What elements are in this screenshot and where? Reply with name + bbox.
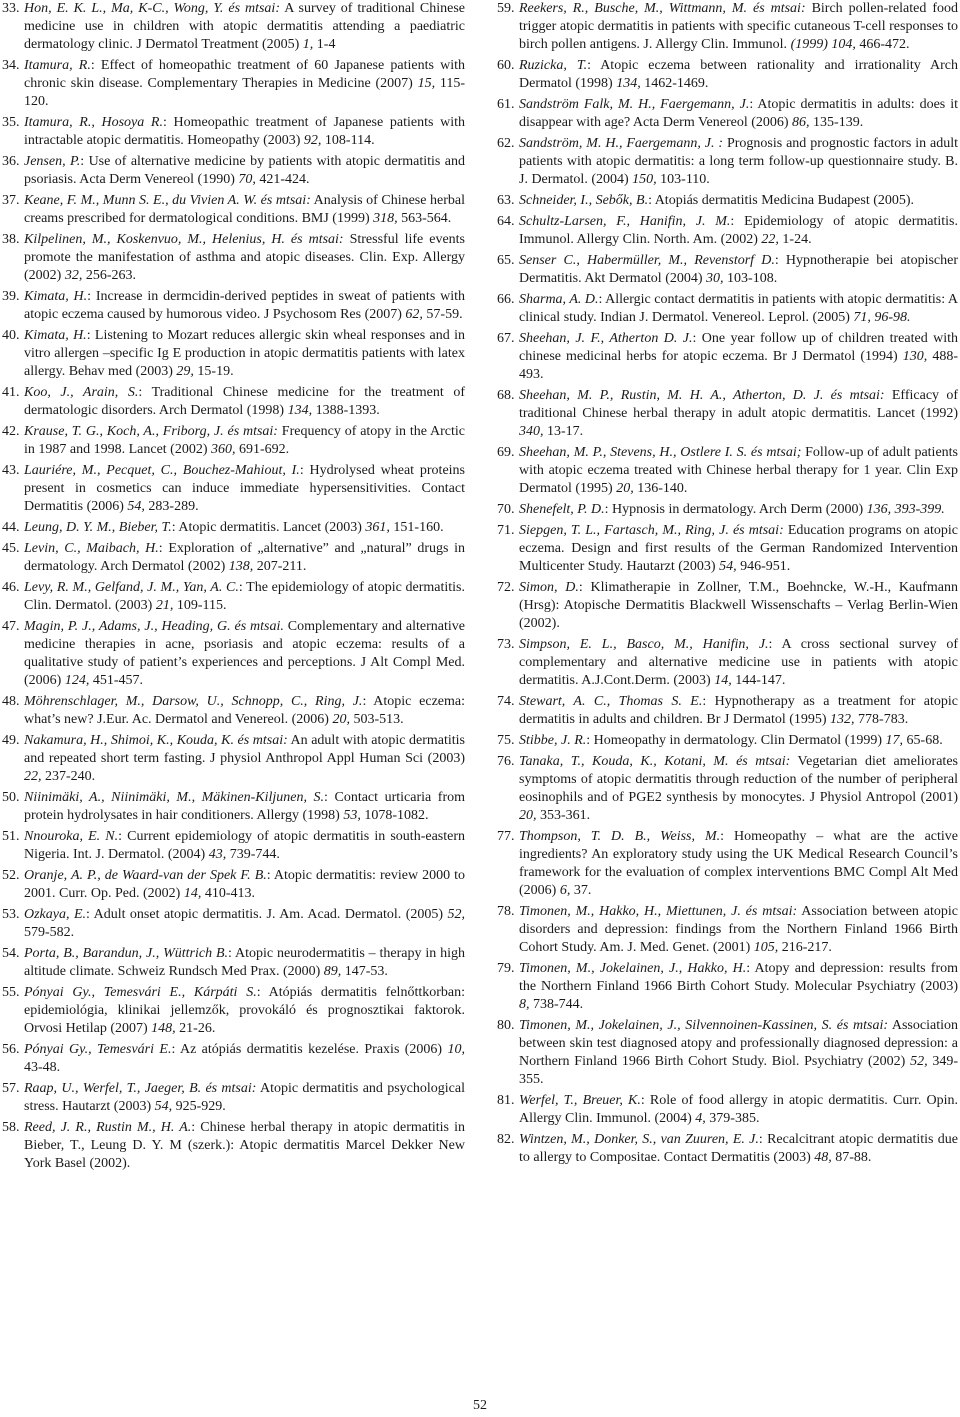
reference-title: Stressful life events promote the manifestation of asthma and atopic diseases. Clin. Exp. Allergy (2002) <box>24 232 466 283</box>
reference-item <box>497 330 958 384</box>
reference-title: : Az atópiás dermatitis kezelése. Praxis (2006) <box>171 1042 448 1057</box>
reference-volume: 1, <box>302 37 314 52</box>
reference-title: : A cross sectional survey of complementary and alternative medicine use in patients with atopic dermatitis. A.J.Cont.Derm. (2003) <box>519 637 959 688</box>
reference-volume: 32, <box>64 268 83 283</box>
reference-title: : One year follow up of children treated with chinese medicinal herbs for atopic eczema. Br J Dermatol (1994) <box>519 331 959 364</box>
reference-pages: 353-361. <box>536 808 591 823</box>
reference-authors: Stibbe, J. R. <box>519 733 587 748</box>
reference-item <box>497 1092 958 1128</box>
reference-item <box>2 867 465 903</box>
reference-pages: 1462-1469. <box>640 76 709 91</box>
reference-volume: 17, <box>885 733 904 748</box>
reference-authors: Hon, E. K. L., Ma, K-C., Wong, Y. és mtsai: <box>24 1 280 16</box>
reference-title: Education programs on atopic eczema. Design and first results of the German Randomized Intervention Multicenter Study. Hautarzt (2003) <box>519 523 958 574</box>
reference-volume: 53, <box>343 808 361 823</box>
reference-number: 54. <box>2 946 20 961</box>
reference-authors: Reekers, R., Busche, M., Wittmann, M. és mtsai: <box>519 1 806 16</box>
reference-volume: 52, <box>910 1054 928 1069</box>
reference-item <box>2 462 465 516</box>
reference-title: : Atopiás dermatitis Medicina Budapest (2005). <box>648 193 915 208</box>
page-number: 52 <box>473 1398 487 1413</box>
left-column <box>2 0 465 1176</box>
reference-number: 71. <box>497 523 515 538</box>
reference-pages: 421-424. <box>255 172 310 187</box>
reference-title: : Recalcitrant atopic dermatitis due to allergy to Compositae. Contact Dermatitis (2003) <box>519 1132 958 1165</box>
reference-number: 43. <box>2 463 20 478</box>
reference-list-right <box>497 0 958 1167</box>
reference-item <box>497 903 958 957</box>
reference-number: 76. <box>497 754 515 769</box>
reference-volume: 361, <box>365 520 390 535</box>
reference-number: 74. <box>497 694 515 709</box>
reference-authors: Levin, C., Maibach, H. <box>24 541 159 556</box>
reference-authors: Sharma, A. D. <box>519 292 599 307</box>
reference-list-left <box>2 0 465 1173</box>
reference-number: 45. <box>2 541 20 556</box>
reference-pages: 237-240. <box>41 769 96 784</box>
reference-authors: Ruzicka, T. <box>519 58 588 73</box>
reference-authors: Sheehan, M. P., Stevens, H., Ostlere I. S. és mtsai; <box>519 445 802 460</box>
reference-volume: 43, <box>208 847 227 862</box>
reference-authors: Sheehan, J. F., Atherton D. J. <box>519 331 693 346</box>
reference-item <box>2 693 465 729</box>
reference-authors: Schultz-Larsen, F., Hanifin, J. M. <box>519 214 731 229</box>
reference-number: 55. <box>2 985 20 1000</box>
reference-volume: 20, <box>519 808 537 823</box>
reference-number: 39. <box>2 289 20 304</box>
reference-authors: Kimata, H. <box>24 289 88 304</box>
reference-authors: Nnouroka, E. N. <box>24 829 119 844</box>
reference-pages: 147-53. <box>341 964 388 979</box>
reference-pages: 691-692. <box>235 442 290 457</box>
reference-pages: 15-19. <box>193 364 234 379</box>
reference-item <box>497 252 958 288</box>
reference-pages: 144-147. <box>731 673 786 688</box>
reference-volume: 54, <box>127 499 145 514</box>
reference-number: 40. <box>2 328 20 343</box>
reference-pages: 65-68. <box>903 733 943 748</box>
reference-authors: Lauriére, M., Pecquet, C., Bouchez-Mahiout, I. <box>24 463 300 478</box>
reference-title: : Atopic neurodermatitis – therapy in high altitude climate. Schweiz Rundsch Med Prax. (2000) <box>24 946 465 979</box>
reference-pages: 410-413. <box>201 886 255 901</box>
reference-pages: 466-472. <box>855 37 910 52</box>
reference-title: : Epidemiology of atopic dermatitis. Immunol. Allergy Clin. North. Am. (2002) <box>519 214 958 247</box>
reference-volume: 21, <box>155 598 174 613</box>
reference-number: 41. <box>2 385 20 400</box>
reference-authors: Leung, D. Y. M., Bieber, T. <box>24 520 172 535</box>
reference-authors: Sheehan, M. P., Rustin, M. H. A., Atherton, D. J. és mtsai: <box>519 388 885 403</box>
reference-item <box>2 423 465 459</box>
reference-authors: Shenefelt, P. D. <box>519 502 605 517</box>
reference-number: 81. <box>497 1093 515 1108</box>
reference-volume: 10, <box>447 1042 465 1057</box>
reference-authors: Levy, R. M., Gelfand, J. M., Yan, A. C. <box>24 580 239 595</box>
reference-item <box>497 213 958 249</box>
reference-pages: 379-385. <box>705 1111 760 1126</box>
reference-authors: Timonen, M., Jokelainen, J., Silvennoinen-Kassinen, S. és mtsai: <box>519 1018 889 1033</box>
reference-title: : Atopic eczema: what’s new? J.Eur. Ac. Dermatol and Venereol. (2006) <box>24 694 465 727</box>
reference-title: Complementary and alternative medicine therapies in acne, psoriasis and atopic eczema: results of a qualitative study of patient’s experiences and perceptions. J Alt Compl Med. (2006) <box>24 619 465 688</box>
reference-pages: 109-115. <box>173 598 227 613</box>
reference-volume: 138, <box>228 559 254 574</box>
reference-number: 47. <box>2 619 20 634</box>
reference-item <box>2 579 465 615</box>
reference-number: 65. <box>497 253 515 268</box>
reference-pages: 283-289. <box>144 499 199 514</box>
reference-item <box>2 984 465 1038</box>
reference-title: : Increase in dermcidin-derived peptides in sweat of patients with atopic eczema caused by humorous video. J Psychosom Res (2007) <box>24 289 465 322</box>
reference-title: A survey of traditional Chinese medicine use in children with atopic dermatitis attending a paediatric dermatology clinic. J Dermatol Treatment (2005) <box>24 1 466 52</box>
reference-authors: Itamura, R., Hosoya R. <box>24 115 163 130</box>
reference-number: 69. <box>497 445 515 460</box>
reference-item <box>2 789 465 825</box>
reference-title: : Homeopathy – what are the active ingredients? An exploratory study using the UK Medical Research Council’s framework for the evaluation of complex interventions BMC Compl Alt Med (2006) <box>519 829 958 898</box>
reference-item <box>497 57 958 93</box>
reference-authors: Magin, P. J., Adams, J., Heading, G. és mtsai. <box>24 619 284 634</box>
reference-volume: 148, <box>151 1021 176 1036</box>
reference-volume: 86, <box>792 115 810 130</box>
reference-number: 37. <box>2 193 20 208</box>
reference-pages: 256-263. <box>82 268 136 283</box>
reference-item <box>2 618 465 690</box>
reference-authors: Senser C., Habermüller, M., Revenstorf D. <box>519 253 775 268</box>
reference-item <box>497 387 958 441</box>
reference-pages: 108-114. <box>321 133 375 148</box>
reference-volume: 15, <box>417 76 436 91</box>
reference-volume: 130, <box>902 349 928 364</box>
reference-title: : Atopic dermatitis in adults: does it disappear with age? Acta Derm Venereol (2006) <box>519 97 958 130</box>
reference-number: 53. <box>2 907 20 922</box>
reference-item <box>2 945 465 981</box>
reference-item <box>2 1119 465 1173</box>
reference-pages: 207-211. <box>253 559 307 574</box>
reference-authors: Nakamura, H., Shimoi, K., Kouda, K. és mtsai: <box>24 733 288 748</box>
reference-number: 66. <box>497 292 515 307</box>
reference-title: : Hypnotherapie bei atopischer Dermatitis. Akt Dermatol (2004) <box>519 253 958 286</box>
reference-authors: Tanaka, T., Kouda, K., Kotani, M. és mtsai: <box>519 754 791 769</box>
reference-item <box>497 1131 958 1167</box>
reference-authors: Thompson, T. D. B., Weiss, M. <box>519 829 721 844</box>
reference-title: : Homeopathic treatment of Japanese patients with intractable atopic dermatitis. Homeopathy (2003) <box>24 115 465 148</box>
reference-number: 62. <box>497 136 515 151</box>
reference-authors: Ozkaya, E. <box>24 907 86 922</box>
reference-pages: 57-59. <box>422 307 463 322</box>
reference-volume: 6, <box>559 883 571 898</box>
reference-pages: 349-355. <box>519 1054 958 1087</box>
reference-item <box>497 501 958 519</box>
reference-pages: 739-744. <box>226 847 280 862</box>
reference-number: 73. <box>497 637 515 652</box>
reference-item <box>2 732 465 786</box>
reference-volume: 132, <box>830 712 855 727</box>
reference-number: 57. <box>2 1081 20 1096</box>
reference-authors: Niinimäki, A., Niinimäki, M., Mäkinen-Kiljunen, S. <box>24 790 325 805</box>
reference-volume: 20, <box>616 481 634 496</box>
reference-item <box>2 519 465 537</box>
reference-title: : Adult onset atopic dermatitis. J. Am. Acad. Dermatol. (2005) <box>86 907 448 922</box>
reference-volume: 89, <box>323 964 342 979</box>
reference-number: 51. <box>2 829 20 844</box>
reference-title: : Hydrolysed wheat proteins present in cosmetics can induce immediate hypersensitivities. Contact Dermatitis (2006) <box>24 463 465 514</box>
reference-pages: 1388-1393. <box>312 403 380 418</box>
reference-authors: Timonen, M., Jokelainen, J., Hakko, H. <box>519 961 747 976</box>
reference-item <box>2 192 465 228</box>
reference-volume: 62, <box>405 307 423 322</box>
reference-pages: 1-4 <box>313 37 336 52</box>
reference-pages: 563-564. <box>397 211 452 226</box>
reference-number: 64. <box>497 214 515 229</box>
reference-volume: 134, <box>287 403 313 418</box>
reference-title: : Hypnosis in dermatology. Arch Derm (2000) <box>604 502 867 517</box>
reference-authors: Möhrenschlager, M., Darsow, U., Schnopp, C., Ring, J. <box>24 694 363 709</box>
reference-title: Association between skin test diagnosed atopy and professionally diagnosed depression: a Northern Finland 1966 Birth Cohort Study. Biol. Psychiatry (2002) <box>519 1018 958 1069</box>
reference-title: Atopic dermatitis and psychological stress. Hautarzt (2003) <box>24 1081 465 1114</box>
reference-pages: 103-110. <box>656 172 710 187</box>
reference-number: 75. <box>497 733 515 748</box>
reference-volume: (1999) 104, <box>790 37 856 52</box>
reference-pages: 135-139. <box>809 115 864 130</box>
reference-item <box>2 384 465 420</box>
reference-item <box>497 753 958 825</box>
reference-number: 42. <box>2 424 20 439</box>
reference-volume: 105, <box>753 940 779 955</box>
reference-item <box>2 114 465 150</box>
reference-number: 82. <box>497 1132 515 1147</box>
reference-item <box>497 732 958 750</box>
reference-item <box>2 288 465 324</box>
reference-pages: 136-140. <box>633 481 688 496</box>
reference-pages: 21-26. <box>175 1021 216 1036</box>
reference-number: 80. <box>497 1018 515 1033</box>
reference-title: : Effect of homeopathic treatment of 60 Japanese patients with chronic skin disease. Complementary Therapies in Medicine (2007) <box>24 58 465 91</box>
reference-volume: 340, <box>519 424 544 439</box>
reference-item <box>2 906 465 942</box>
reference-item <box>497 693 958 729</box>
reference-title: : Listening to Mozart reduces allergic skin wheal responses and in vitro allergen –specific Ig E production in atopic dermatitis patients with latex allergy. Behav med (2003) <box>24 328 465 379</box>
reference-title: : Atopic eczema between rationality and irrationality Arch Dermatol (1998) <box>519 58 958 91</box>
reference-number: 52. <box>2 868 20 883</box>
reference-item <box>497 444 958 498</box>
reference-number: 34. <box>2 58 20 73</box>
reference-volume: 134, <box>616 76 641 91</box>
reference-title: : Traditional Chinese medicine for the treatment of dermatologic disorders. Arch Dermatol (1998) <box>24 385 465 418</box>
reference-authors: Pónyai Gy., Temesvári E. <box>24 1042 172 1057</box>
reference-number: 67. <box>497 331 515 346</box>
reference-title: Frequency of atopy in the Arctic in 1987 and 1998. Lancet (2002) <box>24 424 465 457</box>
reference-number: 33. <box>2 1 20 16</box>
reference-number: 46. <box>2 580 20 595</box>
reference-volume: 318, <box>373 211 398 226</box>
reference-title: Analysis of Chinese herbal creams prescribed for dermatological conditions. BMJ (1999) <box>24 193 465 226</box>
reference-pages: 1-24. <box>778 232 812 247</box>
reference-item <box>497 636 958 690</box>
reference-authors: Kilpelinen, M., Koskenvuo, M., Helenius, H. és mtsai: <box>24 232 344 247</box>
reference-pages: 43-48. <box>24 1060 61 1075</box>
reference-volume: 54, <box>719 559 737 574</box>
reference-volume: 52, <box>447 907 465 922</box>
reference-number: 59. <box>497 1 515 16</box>
reference-title: Birch pollen-related food trigger atopic dermatitis in patients with specific cutaneous T-cell responses to birch pollen antigens. J. Allergy Clin. Immunol. <box>519 1 958 52</box>
reference-title: : The epidemiology of atopic dermatitis. Clin. Dermatol. (2003) <box>24 580 465 613</box>
reference-volume: 54, <box>154 1099 173 1114</box>
reference-authors: Reed, J. R., Rustin M., H. A. <box>24 1120 192 1135</box>
reference-authors: Krause, T. G., Koch, A., Friborg, J. és mtsai: <box>24 424 278 439</box>
reference-pages: 151-160. <box>389 520 444 535</box>
reference-title: : Atopic dermatitis: review 2000 to 2001. Curr. Op. Ped. (2002) <box>24 868 466 901</box>
reference-authors: Itamura, R. <box>24 58 91 73</box>
reference-title: Association between atopic disorders and depression: findings from the Northern Finland 1966 Birth Cohort Study. Am. J. Med. Genet. (2001) <box>519 904 958 955</box>
reference-pages: 1078-1082. <box>360 808 429 823</box>
reference-authors: Porta, B., Barandun, J., Wüttrich B. <box>24 946 228 961</box>
reference-volume: 4, <box>695 1111 706 1126</box>
reference-pages: 579-582. <box>24 925 75 940</box>
reference-pages: 488-493. <box>519 349 958 382</box>
reference-title: : Use of alternative medicine by patients with atopic dermatitis and psoriasis. Acta Derm Venereol (1990) <box>24 154 465 187</box>
reference-item <box>497 828 958 900</box>
reference-authors: Timonen, M., Hakko, H., Miettunen, J. és mtsai: <box>519 904 798 919</box>
reference-authors: Kimata, H. <box>24 328 87 343</box>
reference-volume: 136, 393-399. <box>866 502 945 517</box>
reference-authors: Stewart, A. C., Thomas S. E. <box>519 694 703 709</box>
reference-pages: 451-457. <box>89 673 143 688</box>
reference-title: : Exploration of „alternative” and „natural” drugs in dermatology. Arch Dermatol (2002) <box>24 541 465 574</box>
reference-title: : Current epidemiology of atopic dermatitis in south-eastern Nigeria. Int. J. Dermatol. (2004) <box>24 829 466 862</box>
reference-authors: Wintzen, M., Donker, S., van Zuuren, E. J. <box>519 1132 759 1147</box>
reference-authors: Oranje, A. P., de Waard-van der Spek F. B. <box>24 868 267 883</box>
reference-authors: Jensen, P. <box>24 154 81 169</box>
reference-number: 50. <box>2 790 20 805</box>
reference-volume: 30, <box>706 271 724 286</box>
reference-pages: 37. <box>570 883 592 898</box>
reference-authors: Werfel, T., Breuer, K. <box>519 1093 641 1108</box>
reference-pages: 13-17. <box>543 424 584 439</box>
reference-item <box>2 828 465 864</box>
reference-pages: 925-929. <box>172 1099 226 1114</box>
reference-item <box>2 0 465 54</box>
reference-title: : Allergic contact dermatitis in patients with atopic dermatitis: A clinical study. Indian J. Dermatol. Venereol. Leprol. (2005) <box>519 292 959 325</box>
reference-title: : Atópiás dermatitis felnőttkorban: epidemiológia, klinikai jellemzők, provokáló és prognosztikai faktorok. Orvosi Hetilap (2007) <box>24 985 465 1036</box>
reference-number: 48. <box>2 694 20 709</box>
reference-volume: 22, <box>24 769 42 784</box>
reference-title: : Contact urticaria from protein hydrolysates in hair conditioners. Allergy (1998) <box>24 790 465 823</box>
reference-pages: 946-951. <box>736 559 791 574</box>
reference-authors: Sandström Falk, M. H., Faergemann, J. <box>519 97 750 112</box>
reference-title: : Homeopathy in dermatology. Clin Dermatol (1999) <box>586 733 886 748</box>
reference-item <box>497 960 958 1014</box>
reference-number: 77. <box>497 829 515 844</box>
reference-title: : Klimatherapie in Zollner, T.M., Boehncke, W.-H., Kaufmann (Hrsg): Atopische Dermatitis Blackwell Wissenschafts – Verlag Berlin-Wien (2002). <box>519 580 958 631</box>
reference-number: 56. <box>2 1042 20 1057</box>
reference-authors: Sandström, M. H., Faergemann, J. : <box>519 136 724 151</box>
reference-title: : Atopy and depression: results from the Northern Finland 1966 Birth Cohort Study. Molecular Psychiatry (2003) <box>519 961 958 994</box>
reference-title: : Chinese herbal therapy in atopic dermatitis in Bieber, T., Leung D. Y. M (szerk.): Atopic dermatitis Marcel Dekker New York Basel (2002). <box>24 1120 465 1171</box>
reference-item <box>2 1080 465 1116</box>
reference-number: 70. <box>497 502 515 517</box>
reference-pages: 115-120. <box>24 76 466 109</box>
reference-volume: 71, 96-98. <box>853 310 911 325</box>
reference-pages: 503-513. <box>349 712 404 727</box>
reference-volume: 92, <box>303 133 322 148</box>
reference-item <box>497 1017 958 1089</box>
reference-authors: Simon, D. <box>519 580 579 595</box>
reference-pages: 778-783. <box>854 712 909 727</box>
reference-number: 63. <box>497 193 515 208</box>
reference-item <box>2 57 465 111</box>
reference-item <box>2 327 465 381</box>
reference-pages: 87-88. <box>831 1150 872 1165</box>
right-column <box>497 0 958 1170</box>
reference-number: 44. <box>2 520 20 535</box>
reference-volume: 8, <box>519 997 530 1012</box>
reference-volume: 29, <box>176 364 194 379</box>
reference-title: Follow-up of adult patients with atopic eczema treated with Chinese herbal therapy for 1 year. Clin Exp Dermatol (1995) <box>519 445 958 496</box>
reference-title: Efficacy of traditional Chinese herbal therapy in adult atopic dermatitis. Lancet (1992) <box>519 388 958 421</box>
reference-volume: 150, <box>632 172 657 187</box>
reference-authors: Keane, F. M., Munn S. E., du Vivien A. W. és mtsai: <box>24 193 311 208</box>
reference-item <box>497 522 958 576</box>
reference-pages: 738-744. <box>529 997 584 1012</box>
reference-volume: 48, <box>814 1150 832 1165</box>
reference-volume: 360, <box>211 442 236 457</box>
reference-authors: Simpson, E. L., Basco, M., Hanifin, J. <box>519 637 769 652</box>
reference-title: : Role of food allergy in atopic dermatitis. Curr. Opin. Allergy Clin. Immunol. (2004) <box>519 1093 959 1126</box>
reference-number: 38. <box>2 232 20 247</box>
reference-title: : Hypnotherapy as a treatment for atopic dermatitis in adults and children. Br J Dermatol (1995) <box>519 694 959 727</box>
reference-title: An adult with atopic dermatitis and repeated short term fasting. J physiol Anthropol Appl Human Sci (2003) <box>24 733 465 766</box>
reference-number: 58. <box>2 1120 20 1135</box>
reference-item <box>497 291 958 327</box>
reference-item <box>2 540 465 576</box>
reference-number: 78. <box>497 904 515 919</box>
reference-volume: 22, <box>761 232 779 247</box>
reference-item <box>497 579 958 633</box>
reference-number: 35. <box>2 115 20 130</box>
reference-number: 72. <box>497 580 515 595</box>
reference-item <box>2 1041 465 1077</box>
reference-volume: 14, <box>183 886 202 901</box>
reference-pages: 103-108. <box>723 271 778 286</box>
reference-number: 61. <box>497 97 515 112</box>
reference-item <box>2 231 465 285</box>
reference-number: 60. <box>497 58 515 73</box>
reference-title: Prognosis and prognostic factors in adult patients with atopic dermatitis: a long term follow-up questionnaire study. B. J. Dermatol. (2004) <box>519 136 958 187</box>
reference-number: 49. <box>2 733 20 748</box>
reference-authors: Siepgen, T. L., Fartasch, M., Ring, J. és mtsai: <box>519 523 784 538</box>
reference-title: : Atopic dermatitis. Lancet (2003) <box>171 520 366 535</box>
reference-item <box>497 135 958 189</box>
reference-volume: 14, <box>714 673 732 688</box>
reference-authors: Schneider, I., Sebők, B. <box>519 193 649 208</box>
reference-item <box>497 0 958 54</box>
reference-volume: 20, <box>332 712 350 727</box>
reference-number: 79. <box>497 961 515 976</box>
reference-authors: Koo, J., Arain, S. <box>24 385 139 400</box>
reference-volume: 124, <box>64 673 90 688</box>
reference-pages: 216-217. <box>778 940 832 955</box>
reference-volume: 70, <box>238 172 256 187</box>
reference-item <box>497 192 958 210</box>
reference-title: Vegetarian diet ameliorates symptoms of atopic dermatitis through reduction of the number of peripheral eosinophils and of PGE2 synthesis by monocytes. J Physiol Antropol (2001) <box>519 754 958 805</box>
reference-authors: Pónyai Gy., Temesvári E., Kárpáti S. <box>24 985 257 1000</box>
reference-number: 68. <box>497 388 515 403</box>
reference-item <box>2 153 465 189</box>
reference-item <box>497 96 958 132</box>
reference-authors: Raap, U., Werfel, T., Jaeger, B. és mtsai: <box>24 1081 257 1096</box>
reference-number: 36. <box>2 154 20 169</box>
